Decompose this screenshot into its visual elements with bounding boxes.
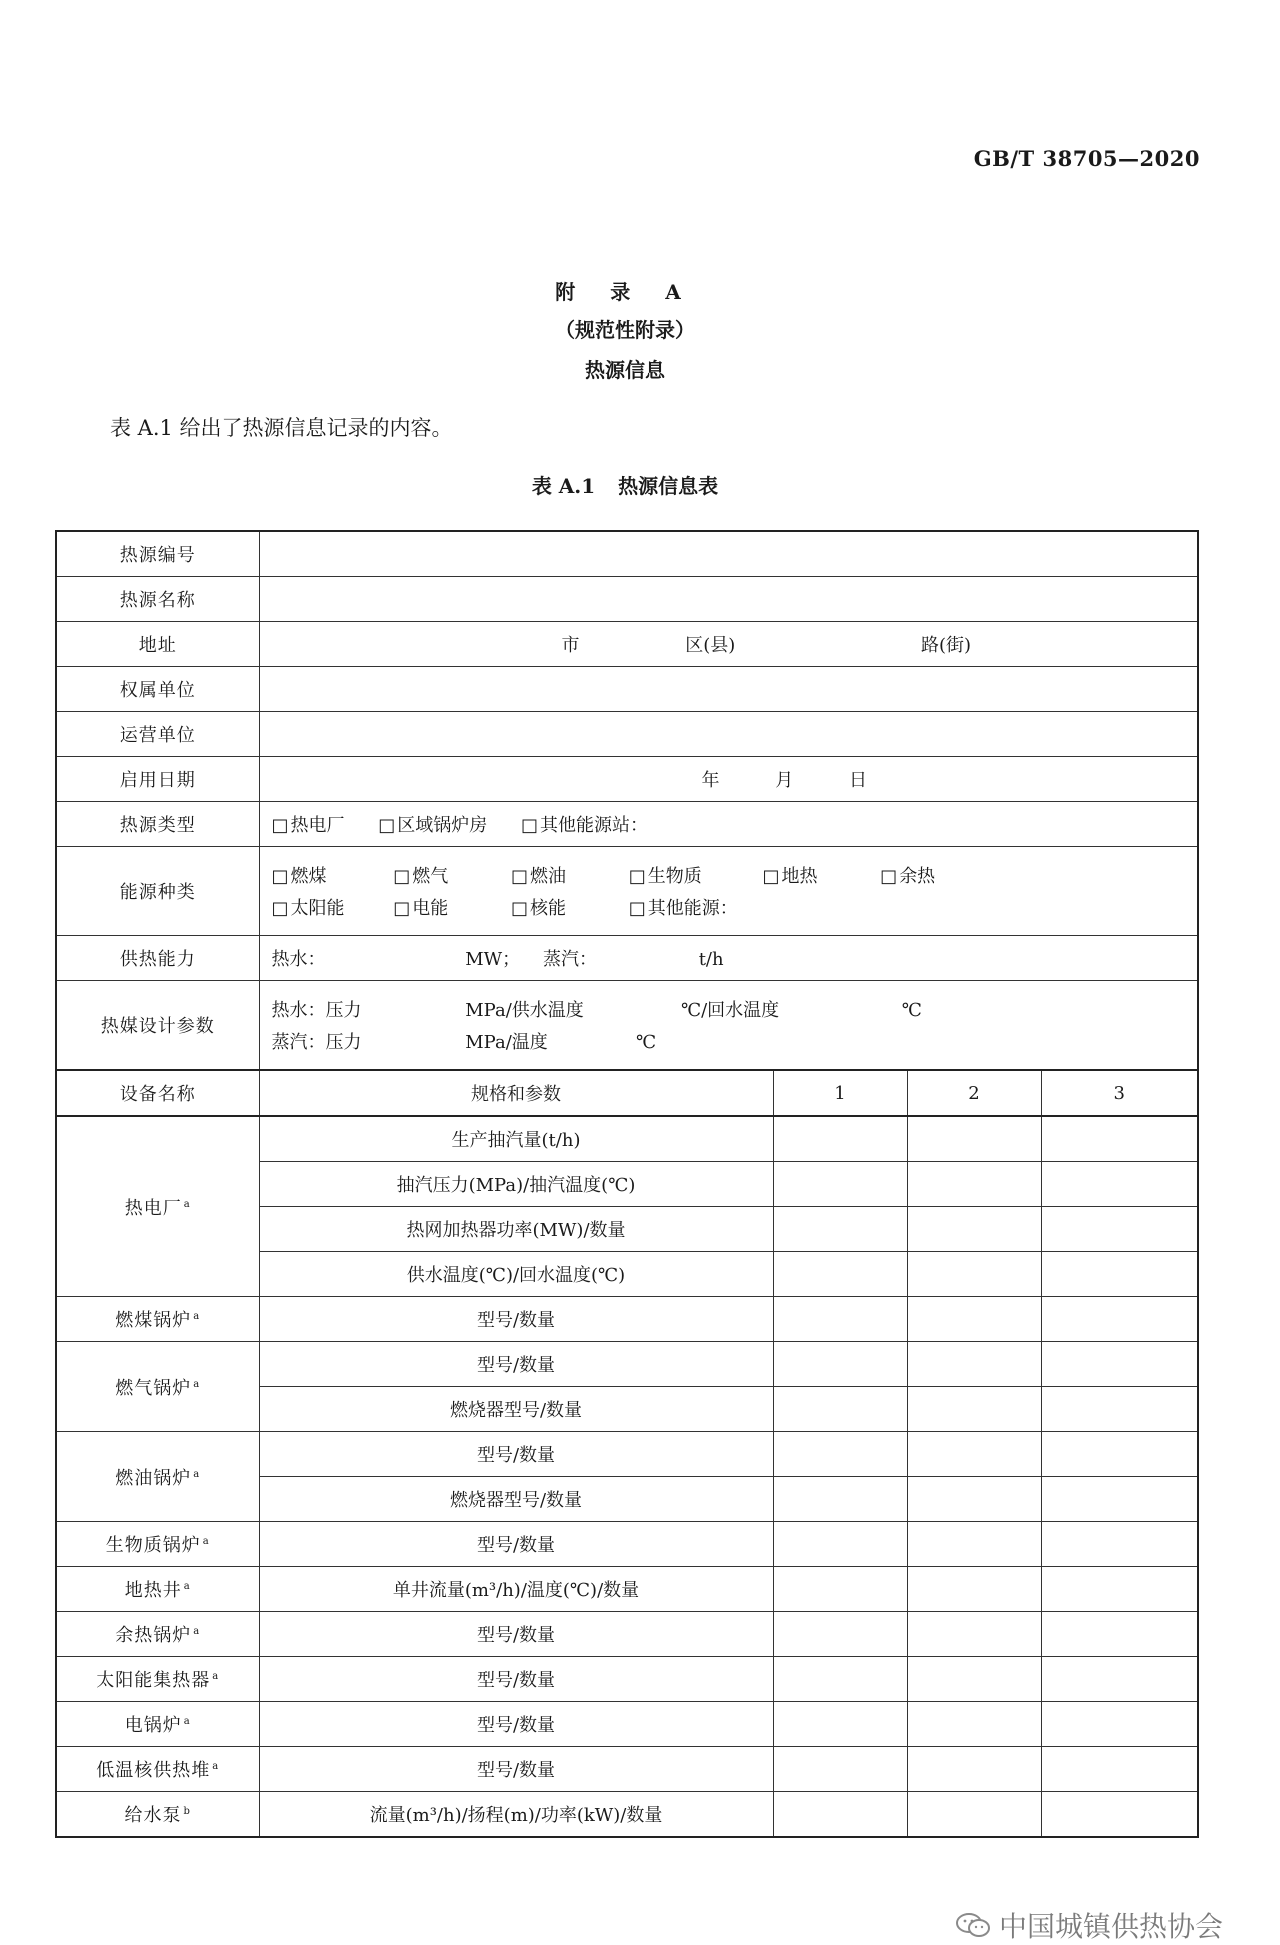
value-cell[interactable] [907,1162,1041,1207]
equipment-chp: 热电厂 $^a$ [56,1116,259,1297]
spec-cell: 型号/数量 [259,1522,773,1567]
equipment-feed-pump: 给水泵 $^b$ [56,1792,259,1838]
value-cell[interactable] [1041,1477,1198,1522]
table-row [56,802,1198,847]
equipment-waste-heat-boiler: 余热锅炉 $^a$ [56,1612,259,1657]
value-cell[interactable] [907,1297,1041,1342]
medium-value[interactable] [259,981,1198,1071]
owner-value[interactable] [259,667,1198,712]
value-cell[interactable] [1041,1342,1198,1387]
spec-cell: 型号/数量 [259,1747,773,1792]
equipment-name-header: 设备名称 [56,1070,259,1116]
name-value[interactable] [259,577,1198,622]
checkbox-nuclear[interactable]: □ 核能 [511,894,595,920]
equipment-nuclear-reactor: 低温核供热堆 $^a$ [56,1747,259,1792]
address-city: 市 [561,635,580,656]
value-cell[interactable] [773,1567,907,1612]
wechat-icon [955,1912,991,1938]
value-cell[interactable] [1041,1792,1198,1838]
table-row [56,712,1198,757]
table-row [56,981,1198,1071]
checkbox-electric[interactable]: □ 电能 [393,894,477,920]
equipment-biomass-boiler: 生物质锅炉 $^a$ [56,1522,259,1567]
checkbox-solar[interactable]: □ 太阳能 [272,894,360,920]
value-cell[interactable] [907,1792,1041,1838]
checkbox-district-boiler[interactable]: □ 区域锅炉房 [378,811,487,837]
checkbox-other-station[interactable]: □ 其他能源站： [521,811,648,837]
spec-cell: 抽汽压力(MPa)/抽汽温度(℃) [259,1162,773,1207]
value-cell[interactable] [1041,1297,1198,1342]
value-cell[interactable] [773,1792,907,1838]
checkbox-other-energy[interactable]: □ 其他能源： [629,894,738,920]
value-cell[interactable] [773,1116,907,1162]
checkbox-waste-heat[interactable]: □ 余热 [880,862,935,888]
address-value[interactable] [259,622,1198,667]
address-district: 区(县) [685,635,736,656]
table-row [56,1657,1198,1702]
value-cell[interactable] [1041,1522,1198,1567]
appendix-title: 附 录 A [555,280,695,304]
value-cell[interactable] [773,1207,907,1252]
name-label: 热源名称 [56,577,259,622]
value-cell[interactable] [907,1657,1041,1702]
medium-supply-temp: MPa/供水温度 [465,1000,584,1021]
table-row [56,1342,1198,1387]
appendix-name: 热源信息 [585,358,665,382]
value-cell[interactable] [1041,1116,1198,1162]
checkbox-gas[interactable]: □ 燃气 [393,862,477,888]
table-number: 表 A.1 [531,474,596,498]
value-cell[interactable] [907,1747,1041,1792]
medium-unit-c: ℃ [901,1000,922,1021]
col1-header: 1 [773,1070,907,1116]
spec-cell: 型号/数量 [259,1612,773,1657]
value-cell[interactable] [773,1432,907,1477]
checkbox-coal[interactable]: □ 燃煤 [272,862,360,888]
col2-header: 2 [907,1070,1041,1116]
value-cell[interactable] [1041,1252,1198,1297]
table-row [56,622,1198,667]
owner-label: 权属单位 [56,667,259,712]
table-row [56,757,1198,802]
table-row [56,1747,1198,1792]
table-caption [0,470,1250,499]
value-cell[interactable] [1041,1657,1198,1702]
value-cell[interactable] [907,1612,1041,1657]
table-row [56,1432,1198,1477]
checkbox-geothermal[interactable]: □ 地热 [762,862,846,888]
value-cell[interactable] [1041,1207,1198,1252]
watermark [955,1905,1223,1945]
checkbox-chp[interactable]: □ 热电厂 [272,811,345,837]
start-date-value[interactable] [259,757,1198,802]
table-row [56,847,1198,936]
date-year: 年 [701,770,720,791]
spec-cell: 燃烧器型号/数量 [259,1477,773,1522]
value-cell[interactable] [907,1522,1041,1567]
address-road: 路(街) [921,635,972,656]
capacity-label: 供热能力 [56,936,259,981]
spec-cell: 热网加热器功率(MW)/数量 [259,1207,773,1252]
value-cell[interactable] [907,1252,1041,1297]
value-cell[interactable] [1041,1567,1198,1612]
table-row [56,1297,1198,1342]
type-options [259,802,1198,847]
heat-source-info-table [55,530,1199,1838]
medium-steam-temp: MPa/温度 [465,1032,548,1053]
value-cell[interactable] [773,1162,907,1207]
spec-cell: 型号/数量 [259,1432,773,1477]
id-value[interactable] [259,531,1198,577]
spec-cell: 生产抽汽量(t/h) [259,1116,773,1162]
value-cell[interactable] [907,1116,1041,1162]
value-cell[interactable] [1041,1387,1198,1432]
table-title: 热源信息表 [618,474,719,498]
table-row [56,1702,1198,1747]
checkbox-biomass[interactable]: □ 生物质 [629,862,729,888]
table-row [56,936,1198,981]
equipment-electric-boiler: 电锅炉 $^a$ [56,1702,259,1747]
table-row [56,1522,1198,1567]
spec-cell: 供水温度(℃)/回水温度(℃) [259,1252,773,1297]
value-cell[interactable] [907,1567,1041,1612]
capacity-value[interactable] [259,936,1198,981]
value-cell[interactable] [1041,1162,1198,1207]
spec-cell: 型号/数量 [259,1702,773,1747]
checkbox-oil[interactable]: □ 燃油 [511,862,595,888]
value-cell[interactable] [907,1432,1041,1477]
value-cell[interactable] [773,1477,907,1522]
value-cell[interactable] [1041,1432,1198,1477]
value-cell[interactable] [773,1747,907,1792]
spec-cell: 型号/数量 [259,1342,773,1387]
spec-cell: 流量(m³/h)/扬程(m)/功率(kW)/数量 [259,1792,773,1838]
spec-header: 规格和参数 [259,1070,773,1116]
table-row [56,1792,1198,1838]
table-row [56,1116,1198,1162]
value-cell[interactable] [773,1387,907,1432]
energy-label: 能源种类 [56,847,259,936]
appendix-subtitle: （规范性附录） [555,318,695,342]
start-date-label: 启用日期 [56,757,259,802]
type-label: 热源类型 [56,802,259,847]
value-cell[interactable] [907,1207,1041,1252]
medium-steam-unit: ℃ [635,1032,657,1053]
capacity-mw: MW； [465,949,521,970]
medium-return-temp: ℃/回水温度 [680,1000,780,1021]
capacity-water: 热水： [271,949,326,970]
capacity-th: t/h [698,949,724,970]
equipment-geothermal-well: 地热井 $^a$ [56,1567,259,1612]
value-cell[interactable] [907,1477,1041,1522]
intro-text: 表 A.1 给出了热源信息记录的内容。 [110,416,453,440]
table-row [56,577,1198,622]
value-cell[interactable] [1041,1702,1198,1747]
col3-header: 3 [1041,1070,1198,1116]
value-cell[interactable] [907,1702,1041,1747]
table-row [56,667,1198,712]
date-day: 日 [848,770,867,791]
table-row [56,531,1198,577]
standard-code: GB/T 38705—2020 [973,146,1200,171]
value-cell[interactable] [773,1612,907,1657]
table-row [56,1612,1198,1657]
capacity-steam: 蒸汽： [542,949,597,970]
value-cell[interactable] [907,1342,1041,1387]
operator-label: 运营单位 [56,712,259,757]
date-month: 月 [775,770,794,791]
table-row [56,1567,1198,1612]
value-cell[interactable] [1041,1747,1198,1792]
medium-label: 热媒设计参数 [56,981,259,1071]
value-cell[interactable] [1041,1612,1198,1657]
equipment-solar-collector: 太阳能集热器 $^a$ [56,1657,259,1702]
equipment-oil-boiler: 燃油锅炉 $^a$ [56,1432,259,1522]
spec-cell: 燃烧器型号/数量 [259,1387,773,1432]
equipment-coal-boiler: 燃煤锅炉 $^a$ [56,1297,259,1342]
value-cell[interactable] [773,1657,907,1702]
value-cell[interactable] [773,1342,907,1387]
energy-options [259,847,1198,936]
id-label: 热源编号 [56,531,259,577]
address-label: 地址 [56,622,259,667]
spec-cell: 单井流量(m³/h)/温度(℃)/数量 [259,1567,773,1612]
spec-cell: 型号/数量 [259,1657,773,1702]
value-cell[interactable] [907,1387,1041,1432]
operator-value[interactable] [259,712,1198,757]
medium-water-pressure: 热水：压力 [271,1000,362,1021]
value-cell[interactable] [773,1297,907,1342]
equipment-gas-boiler: 燃气锅炉 $^a$ [56,1342,259,1432]
equipment-header-row [56,1070,1198,1116]
spec-cell: 型号/数量 [259,1297,773,1342]
value-cell[interactable] [773,1702,907,1747]
value-cell[interactable] [773,1522,907,1567]
medium-steam-pressure: 蒸汽：压力 [271,1032,362,1053]
watermark-text: 中国城镇供热协会 [999,1910,1224,1943]
value-cell[interactable] [773,1252,907,1297]
